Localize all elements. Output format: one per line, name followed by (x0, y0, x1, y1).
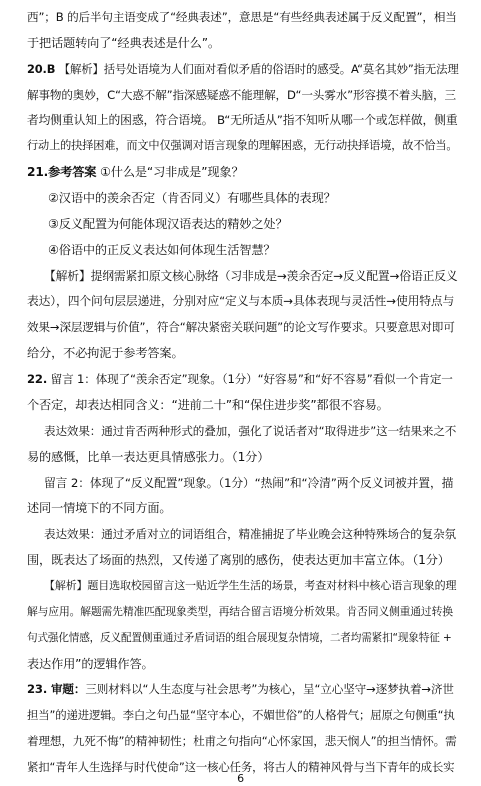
text-line: 于把话题转向了“经典表述是什么”。 (27, 36, 220, 50)
text-line: 述同一情境下的不同方面。 (27, 501, 172, 515)
text-line: 表达效果：通过矛盾对立的词语组合，精准捕捉了毕业晚会这种特殊场合的复杂氛 (44, 527, 456, 541)
text-line: 表达作用”的逻辑作答。 (27, 657, 154, 671)
question-number: 22. (27, 372, 48, 386)
text-line: 给分，不必拘泥于参考答案。 (27, 346, 184, 360)
text-line: 西”；B 的后半句主语变成了“经典表述”，意思是“有些经典表述属于反义配置”，相当 (27, 10, 457, 24)
analysis-line: 【解析】提纲需紧扣原文核心脉络（习非成是→羡余否定→反义配置→俗语正反义 (44, 269, 458, 283)
text-line: 担当”的递进逻辑。李白之句凸显“坚守本心，不媚世俗”的人格骨气；屈原之句侧重“执 (27, 708, 455, 722)
question-number: 20.B (27, 62, 56, 76)
text-line: 者均侧重认知上的困惑，符合语境。 B“无所适从”指不知听从哪一个或怎样做，侧重 (27, 113, 458, 127)
text-line: 着理想，九死不悔”的精神韧性；杜甫之句指向“心怀家国，悲天悯人”的担当情怀。需 (27, 734, 457, 748)
page-number: 6 (237, 772, 244, 785)
answer-21-line: 21.参考答案 ①什么是“习非成是”现象？ (27, 165, 244, 179)
text-line: 效果→深层逻辑与价值”，符合“解决紧密关联问题”的论文写作要求。只要意思对即可 (27, 320, 455, 334)
text-line: 易的感慨，比单一表达更具情感张力。（1分） (27, 450, 270, 464)
text-line: ②汉语中的羡余否定（肯否同义）有哪些具体的表现？ (48, 191, 336, 205)
text-line: 解事物的奥妙，C“大惑不解”指深感疑惑不能理解，D“一头雾水”形容摸不着头脑，三 (27, 88, 456, 102)
answer-20-line: 20.B 【解析】括号处语境为人们面对看似矛盾的俗语时的感受。A“莫名其妙”指无法理 (27, 62, 459, 76)
text-line: 表达），四个问句层层递进，分别对应“定义与本质→具体表现与灵活性→使用特点与 (27, 294, 455, 308)
text-line: 围，既表达了场面的热烈，又传递了离别的感伤，使表达更加丰富立体。（1分） (27, 553, 450, 567)
text-line: ③反义配置为何能体现汉语表达的精妙之处？ (48, 217, 288, 231)
text-line: 紧扣“青年人生选择与时代使命”这一核心任务，将古人的精神风骨与当下青年的成长实 (27, 760, 455, 774)
text-line: 个否定，却表达相同含义：“进前二十”和“保住进步奖”都很不容易。 (27, 398, 389, 412)
text-line: 解与应用。解题需先精准匹配现象类型，再结合留言语境分析效果。肯否同义侧重通过转换 (27, 605, 453, 618)
text-line: 句式强化情感，反义配置侧重通过矛盾词语的组合展现复杂情境，二者均需紧扣“现象特征 + (27, 632, 452, 644)
answer-23-line: 23. 审题：三则材料以“人生态度与社会思考”为核心，呈“立心坚守→逐梦执着→济世 (27, 682, 454, 696)
question-number: 21.参考答案 (27, 165, 97, 179)
text-line: 行动上的抉择困难，而文中仅强调对语言现象的理解困惑，无行动抉择语境，故不恰当。 (27, 139, 458, 152)
text-line: 留言 2：体现了“反义配置”现象。（1分）“热闹”和“冷清”两个反义词被并置，描 (44, 476, 454, 490)
answer-22-line: 22. 留言 1：体现了“羡余否定”现象。（1分）“好容易”和“好不容易”看似一个肯定一 (27, 372, 453, 386)
text-line: 表达效果：通过肯否两种形式的叠加，强化了说话者对“取得进步”这一结果来之不 (44, 424, 457, 438)
question-number: 23. 审题： (27, 682, 86, 696)
analysis-line: 【解析】题目选取校园留言这一贴近学生生活的场景，考查对材料中核心语言现象的理 (44, 579, 457, 592)
text-line: ④俗语中的正反义表达如何体现生活智慧？ (48, 243, 276, 257)
